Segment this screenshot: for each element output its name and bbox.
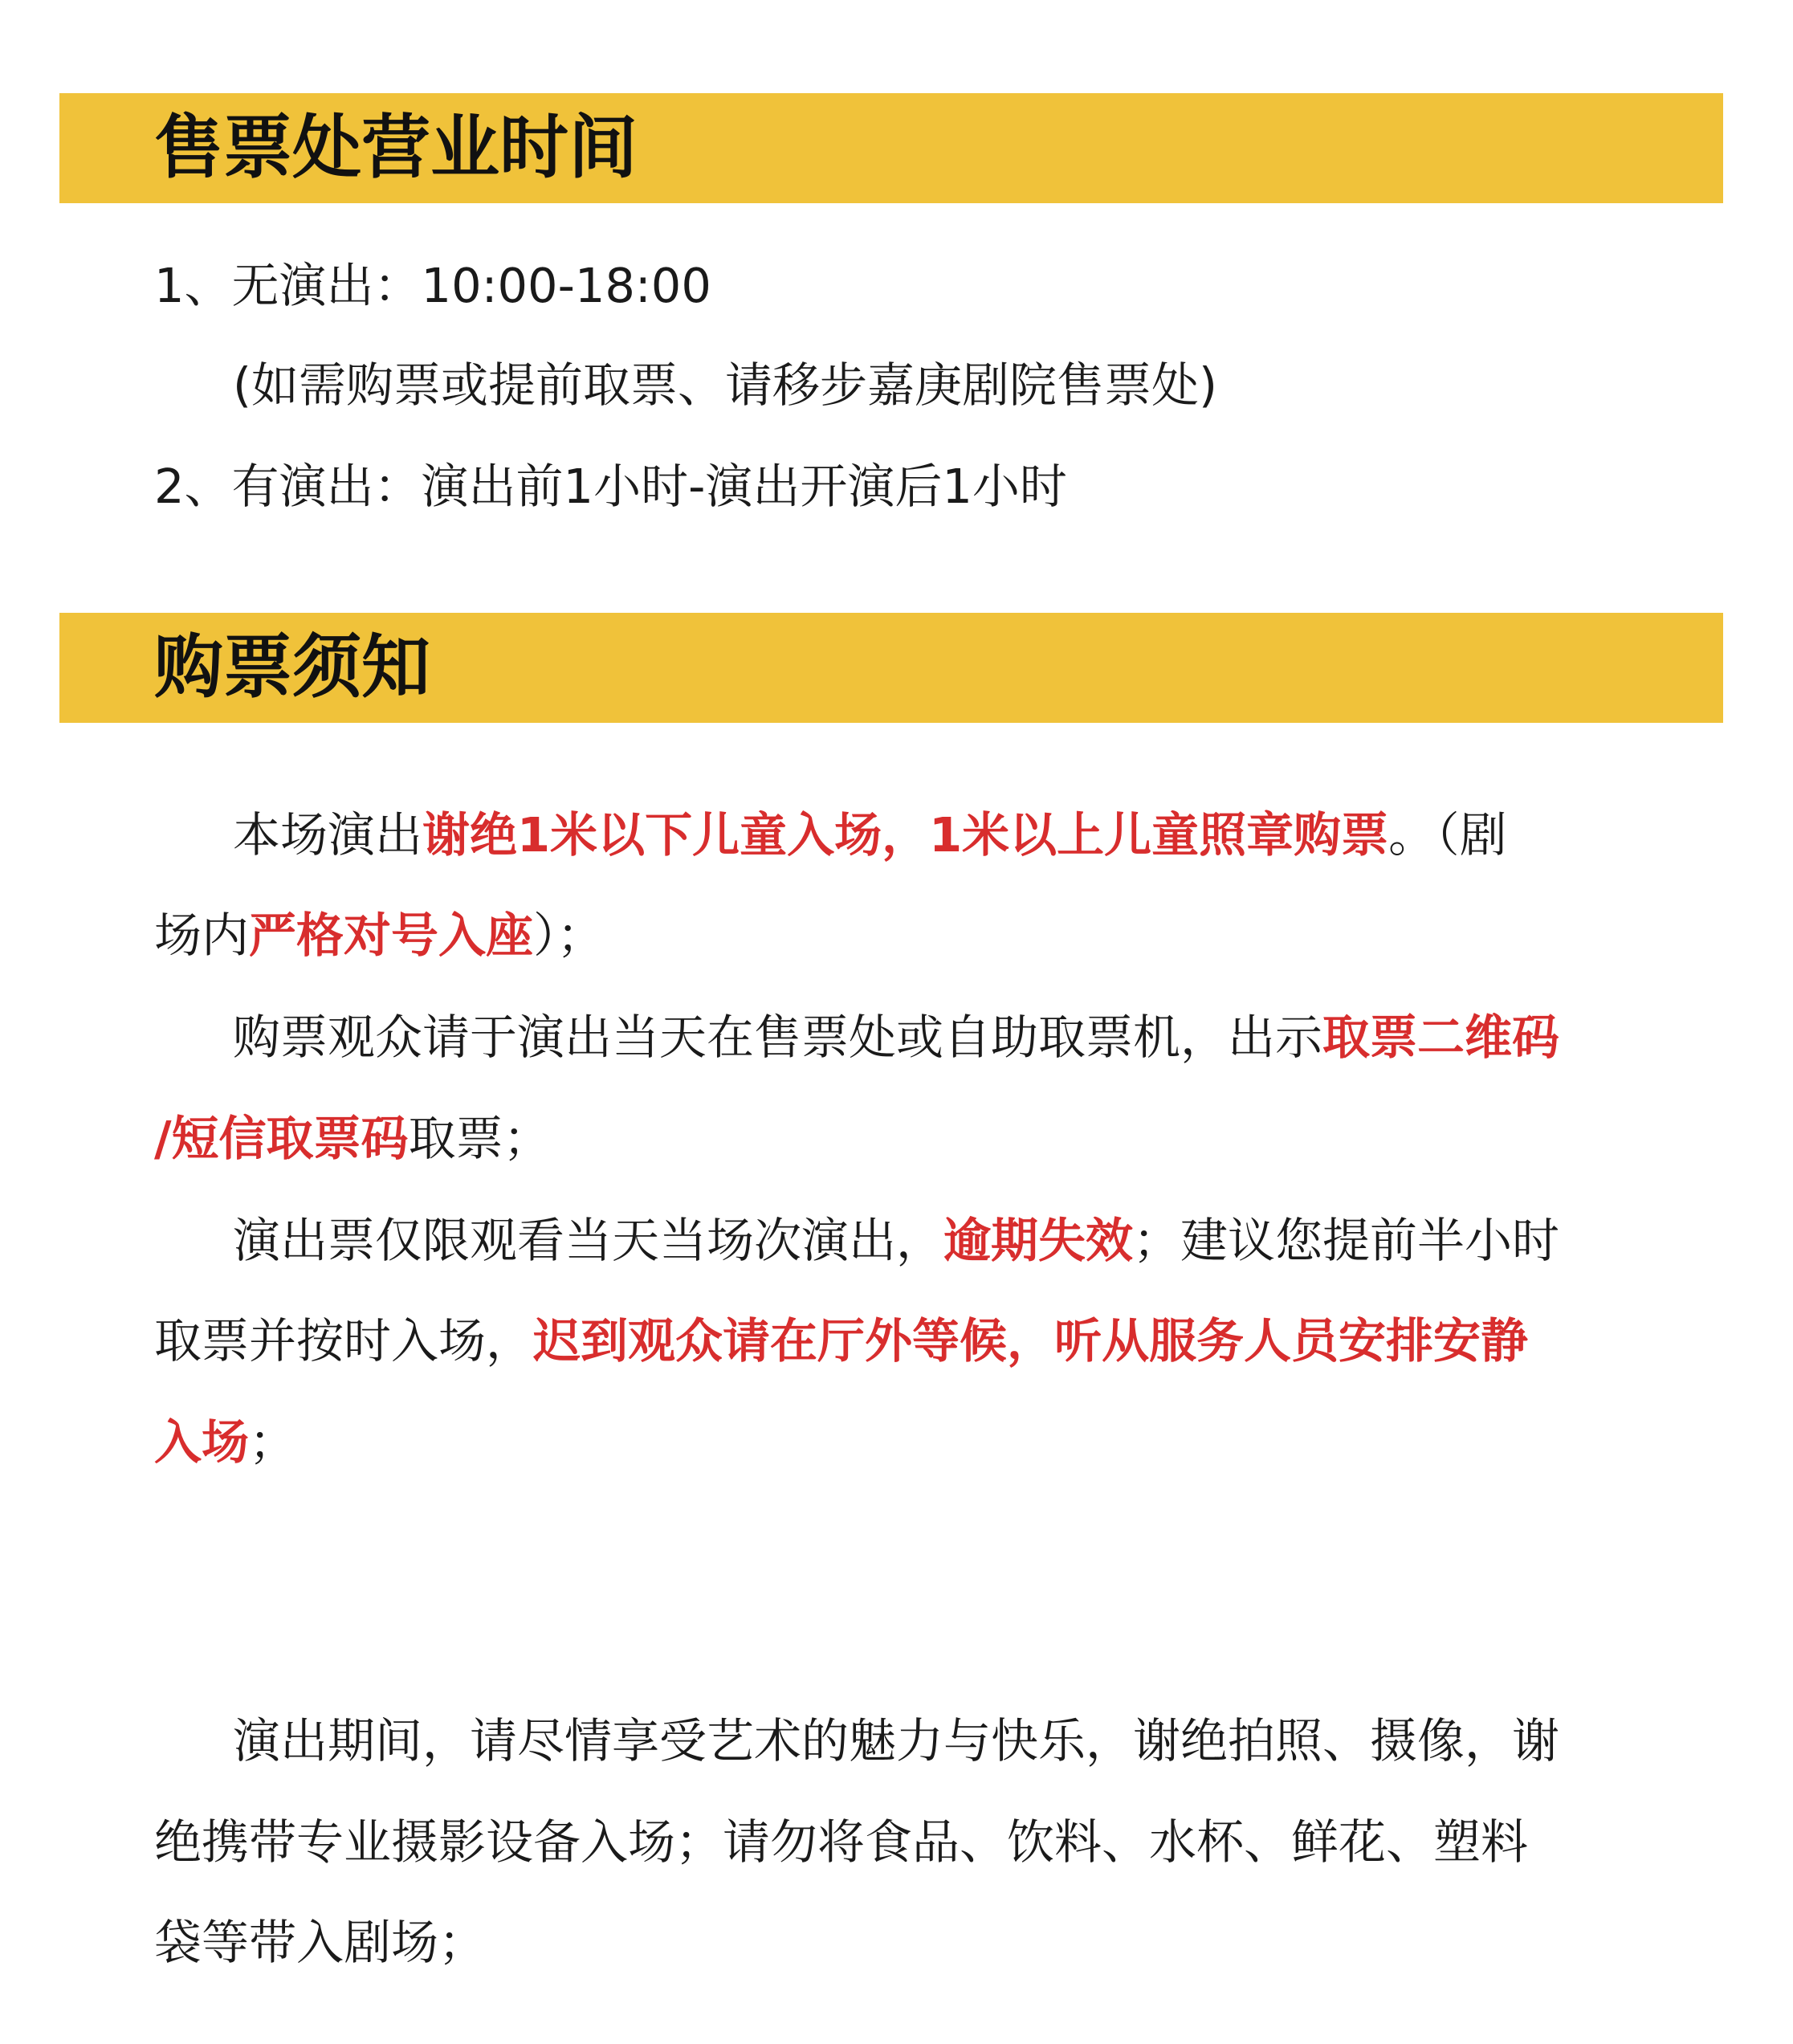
text: ； [249,1414,297,1470]
highlight-text: /短信取票码 [154,1111,409,1166]
text: 本场演出 [233,807,423,863]
hours-item-no-show: 1、无演出：10:00-18:00 [154,258,711,313]
hours-item-note: (如需购票或提前取票、请移步嘉庚剧院售票处) [233,357,1218,413]
section-header-notice [59,613,1723,723]
notice-p2-line1 [233,1006,1559,1070]
highlight-text: 严格对号入座 [249,908,534,963]
text: 演出票仅限观看当天当场次演出， [233,1213,944,1268]
text: 取票； [408,1111,551,1166]
highlight-text: 入场 [154,1414,250,1470]
text: 购票观众请于演出当天在售票处或自助取票机，出示 [233,1010,1323,1065]
section-header-hours [59,93,1723,203]
highlight-text: 谢绝1米以下儿童入场，1米以上儿童照章购票 [422,807,1389,863]
section-title: 购票须知 [154,627,430,708]
notice-p3-line2 [154,1309,1528,1373]
highlight-text: 迟到观众请在厅外等候，听从服务人员安排安静 [533,1313,1529,1369]
notice-p4-line3: 袋等带入剧场； [154,1915,487,1970]
text: ）； [533,908,605,963]
notice-p1-line1 [233,803,1507,867]
notice-p1-line2 [154,904,605,968]
notice-p2-line2 [154,1107,551,1171]
highlight-text: 取票二维码 [1322,1010,1560,1065]
hours-item-with-show: 2、有演出：演出前1小时-演出开演后1小时 [154,459,1067,514]
notice-p3-line3 [154,1410,296,1475]
notice-p4-line1: 演出期间，请尽情享受艺术的魅力与快乐，谢绝拍照、摄像，谢 [233,1713,1560,1769]
highlight-text: 逾期失效 [943,1213,1134,1268]
notice-p4-line2: 绝携带专业摄影设备入场；请勿将食品、饮料、水杯、鲜花、塑料 [154,1814,1529,1870]
text: 场内 [154,908,250,963]
notice-p3-line1 [233,1209,1559,1273]
text: 。（剧 [1388,807,1507,863]
section-title: 售票处营业时间 [154,108,638,188]
text: ；建议您提前半小时 [1133,1213,1560,1268]
text: 取票并按时入场， [154,1313,534,1369]
